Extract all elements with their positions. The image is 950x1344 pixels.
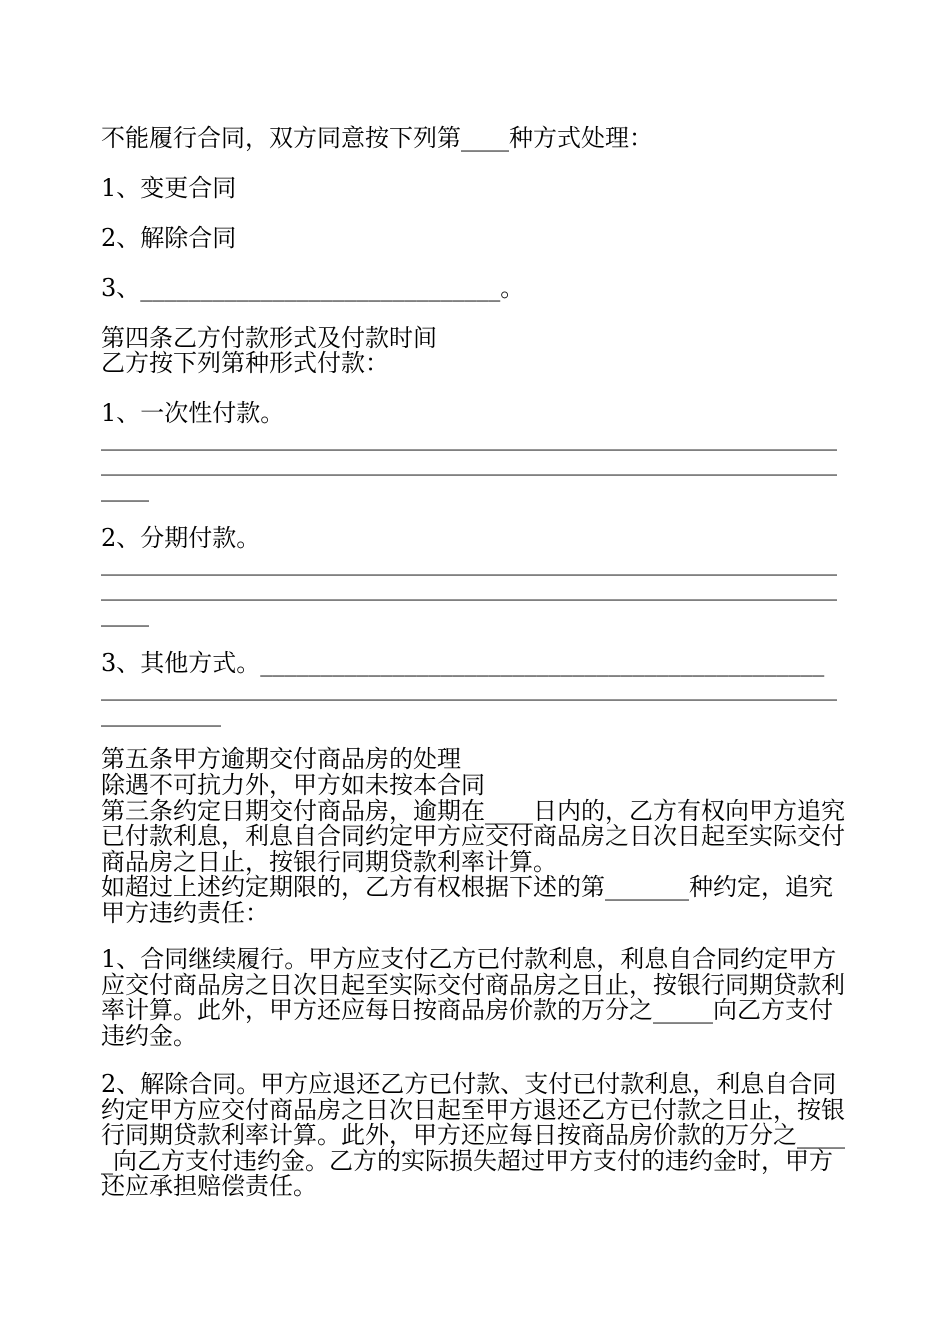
text-line: 行同期贷款利率计算。此外，甲方还应每日按商品房价款的万分之____ <box>101 1121 845 1149</box>
text-line: 商品房之日止，按银行同期贷款利率计算。 <box>101 848 557 876</box>
option-item: 2、解除合同。甲方应退还乙方已付款、支付已付款利息，利息自合同 <box>101 1070 837 1098</box>
option-item: 2、解除合同 <box>101 224 237 252</box>
option-item: 1、合同继续履行。甲方应支付乙方已付款利息，利息自合同约定甲方 <box>101 945 837 973</box>
article-heading: 第五条甲方逾期交付商品房的处理 <box>101 745 461 773</box>
text-line: 不能履行合同，双方同意按下列第____种方式处理： <box>101 124 653 152</box>
option-item: 1、变更合同 <box>101 174 237 202</box>
blank-line: ________________________________________________________________ <box>101 425 837 451</box>
blank-line: ________________________________________________________________ <box>101 675 837 701</box>
blank-line: ________________________________________________________________ <box>101 575 837 601</box>
text-line: 率计算。此外，甲方还应每日按商品房价款的万分之_____向乙方支付 <box>101 996 833 1024</box>
blank-line: ____ <box>101 474 149 502</box>
text-line: 甲方违约责任： <box>101 899 269 927</box>
text-line: 第三条约定日期交付商品房，逾期在____日内的，乙方有权向甲方追究 <box>101 797 845 825</box>
text-line: 应交付商品房之日次日起至实际交付商品房之日止，按银行同期贷款利 <box>101 971 845 999</box>
blank-line: __________ <box>101 699 221 727</box>
text-line: _向乙方支付违约金。乙方的实际损失超过甲方支付的违约金时，甲方 <box>101 1147 833 1175</box>
article-heading: 第四条乙方付款形式及付款时间 <box>101 324 437 352</box>
blank-line: ________________________________________________________________ <box>101 450 837 476</box>
text-line: 已付款利息，利息自合同约定甲方应交付商品房之日次日起至实际交付 <box>101 822 845 850</box>
blank-line: ____ <box>101 599 149 627</box>
text-line: 乙方按下列第种形式付款： <box>101 349 389 377</box>
text-line: 除遇不可抗力外，甲方如未按本合同 <box>101 771 485 799</box>
option-item: 3、其他方式。_______________________________________________ <box>101 649 825 677</box>
text-line: 如超过上述约定期限的，乙方有权根据下述的第_______种约定，追究 <box>101 873 833 901</box>
text-line: 违约金。 <box>101 1022 197 1050</box>
option-item: 3、______________________________。 <box>101 274 525 302</box>
option-item: 2、分期付款。 <box>101 524 261 552</box>
text-line: 约定甲方应交付商品房之日次日起至甲方退还乙方已付款之日止，按银 <box>101 1096 845 1124</box>
blank-line: ________________________________________________________________ <box>101 550 837 576</box>
text-line: 还应承担赔偿责任。 <box>101 1172 317 1200</box>
option-item: 1、一次性付款。 <box>101 399 285 427</box>
